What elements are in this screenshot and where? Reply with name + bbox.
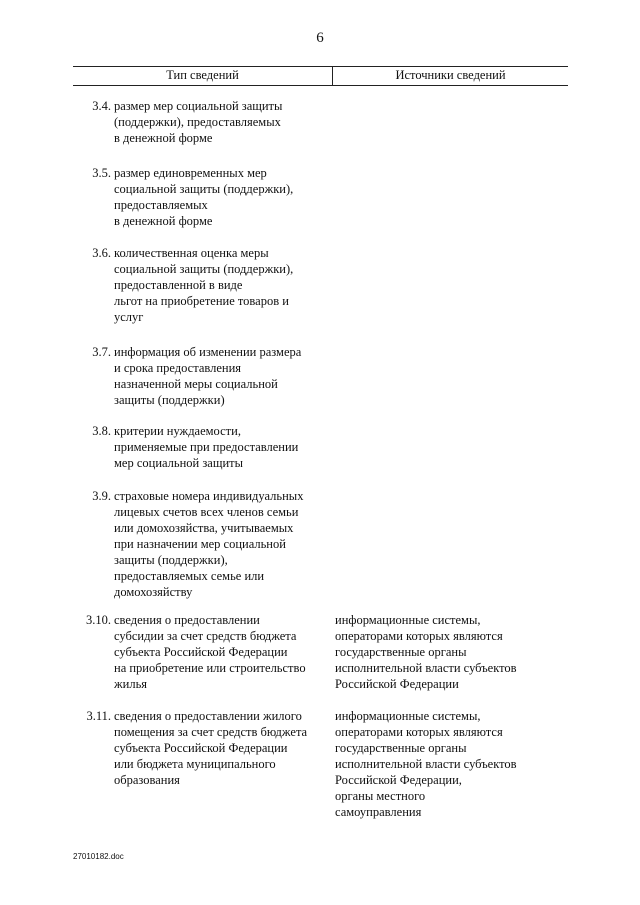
row-type: размер мер социальной защиты (поддержки), предоставляемых в денежной форме xyxy=(114,99,283,145)
row-type: страховые номера индивидуальных лицевых счетов всех членов семьи или домохозяйства, учитываемых при назначении мер социальной защиты (поддержки), предоставляемых семье или домохозяйству xyxy=(114,489,304,599)
row-type: информация об изменении размера и срока предоставления назначенной меры социальной защиты (поддержки) xyxy=(114,345,302,407)
row-number: 3.5. xyxy=(92,166,111,180)
header-type-column: Тип сведений xyxy=(73,67,333,85)
row-number: 3.8. xyxy=(92,424,111,438)
row-number: 3.4. xyxy=(92,99,111,113)
row-number: 3.9. xyxy=(92,489,111,503)
page-number: 6 xyxy=(316,30,324,46)
document-filename: 27010182.doc xyxy=(73,852,124,861)
row-number: 3.10. xyxy=(86,613,111,627)
row-type: сведения о предоставлении субсидии за счет средств бюджета субъекта Российской Федерации на приобретение или строительство жилья xyxy=(114,613,306,691)
header-source-column: Источники сведений xyxy=(395,68,506,82)
row-type: критерии нуждаемости, применяемые при предоставлении мер социальной защиты xyxy=(114,424,299,470)
row-type: размер единовременных мер социальной защиты (поддержки), предоставляемых в денежной форме xyxy=(114,166,294,228)
row-source: информационные системы, операторами которых являются государственные органы исполнительной власти субъектов Российской Федерации, органы местного самоуправления xyxy=(335,709,517,819)
row-type: сведения о предоставлении жилого помещения за счет средств бюджета субъекта Российской Федерации или бюджета муниципального образования xyxy=(114,709,308,787)
row-type: количественная оценка меры социальной защиты (поддержки), предоставленной в виде льгот на приобретение товаров и услуг xyxy=(114,246,294,324)
row-number: 3.11. xyxy=(86,709,111,723)
table-header xyxy=(73,66,568,86)
row-number: 3.7. xyxy=(92,345,111,359)
row-number: 3.6. xyxy=(92,246,111,260)
row-source: информационные системы, операторами которых являются государственные органы исполнительной власти субъектов Российской Федерации xyxy=(335,613,517,691)
